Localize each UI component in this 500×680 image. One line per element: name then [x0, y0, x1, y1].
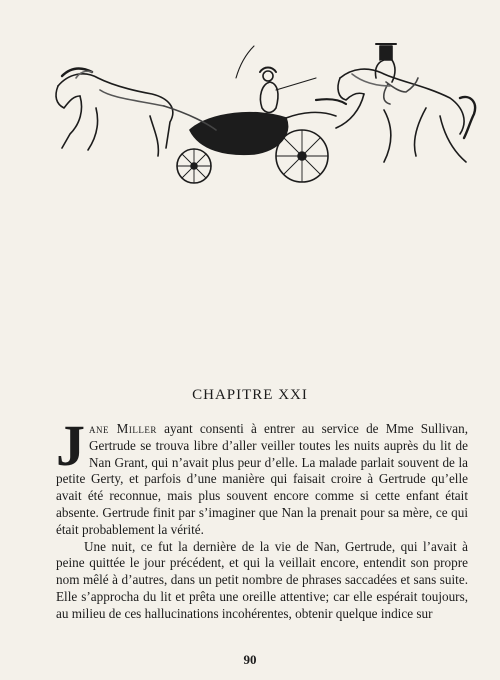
carriage-horse-drawing — [56, 69, 173, 156]
rider-on-horse-drawing — [336, 44, 475, 162]
drop-cap: J — [56, 413, 85, 478]
paragraph — [56, 413, 469, 539]
paragraph-text: ayant consenti à entrer au service de Mme Sullivan, Gertrude se trouva libre d’aller veiller toutes les nuits auprès du lit de Nan Grant, qui n’avait plus peur d’elle. La malade parlait souvent de la petite Gerty, et parfois d’une manière qui faisait croire à Gertrude qu’elle avait été reconnue, mais plus souvent encore comme si cette enfant était absente. Gertrude finit par s’imaginer que Nan la prenait pour sa mère, ce qui était probablement la vérité. — [56, 421, 469, 537]
paragraph — [56, 539, 468, 623]
paragraph-text: Une nuit, ce fut la dernière de la vie de Nan, Gertrude, qui l’avait à peine quittée le jour précédent, et qui la veillait encore, entendit son propre nom mêlé à d’autres, dans un petit nombre de phrases saccadées et sans suite. Elle s’approcha du lit et prêta une oreille attentive; car elle espérait toujours, au milieu de ces hallucinations incohérentes, obtenir quelque indice sur — [56, 538, 468, 621]
chapter-body — [56, 413, 469, 623]
opening-small-caps: ane Miller — [89, 421, 157, 436]
chapter-title: CHAPITRE XXI — [192, 387, 308, 403]
carriage-illustration — [40, 38, 480, 198]
carriage-drawing — [164, 46, 346, 183]
page-number: 90 — [243, 652, 257, 667]
